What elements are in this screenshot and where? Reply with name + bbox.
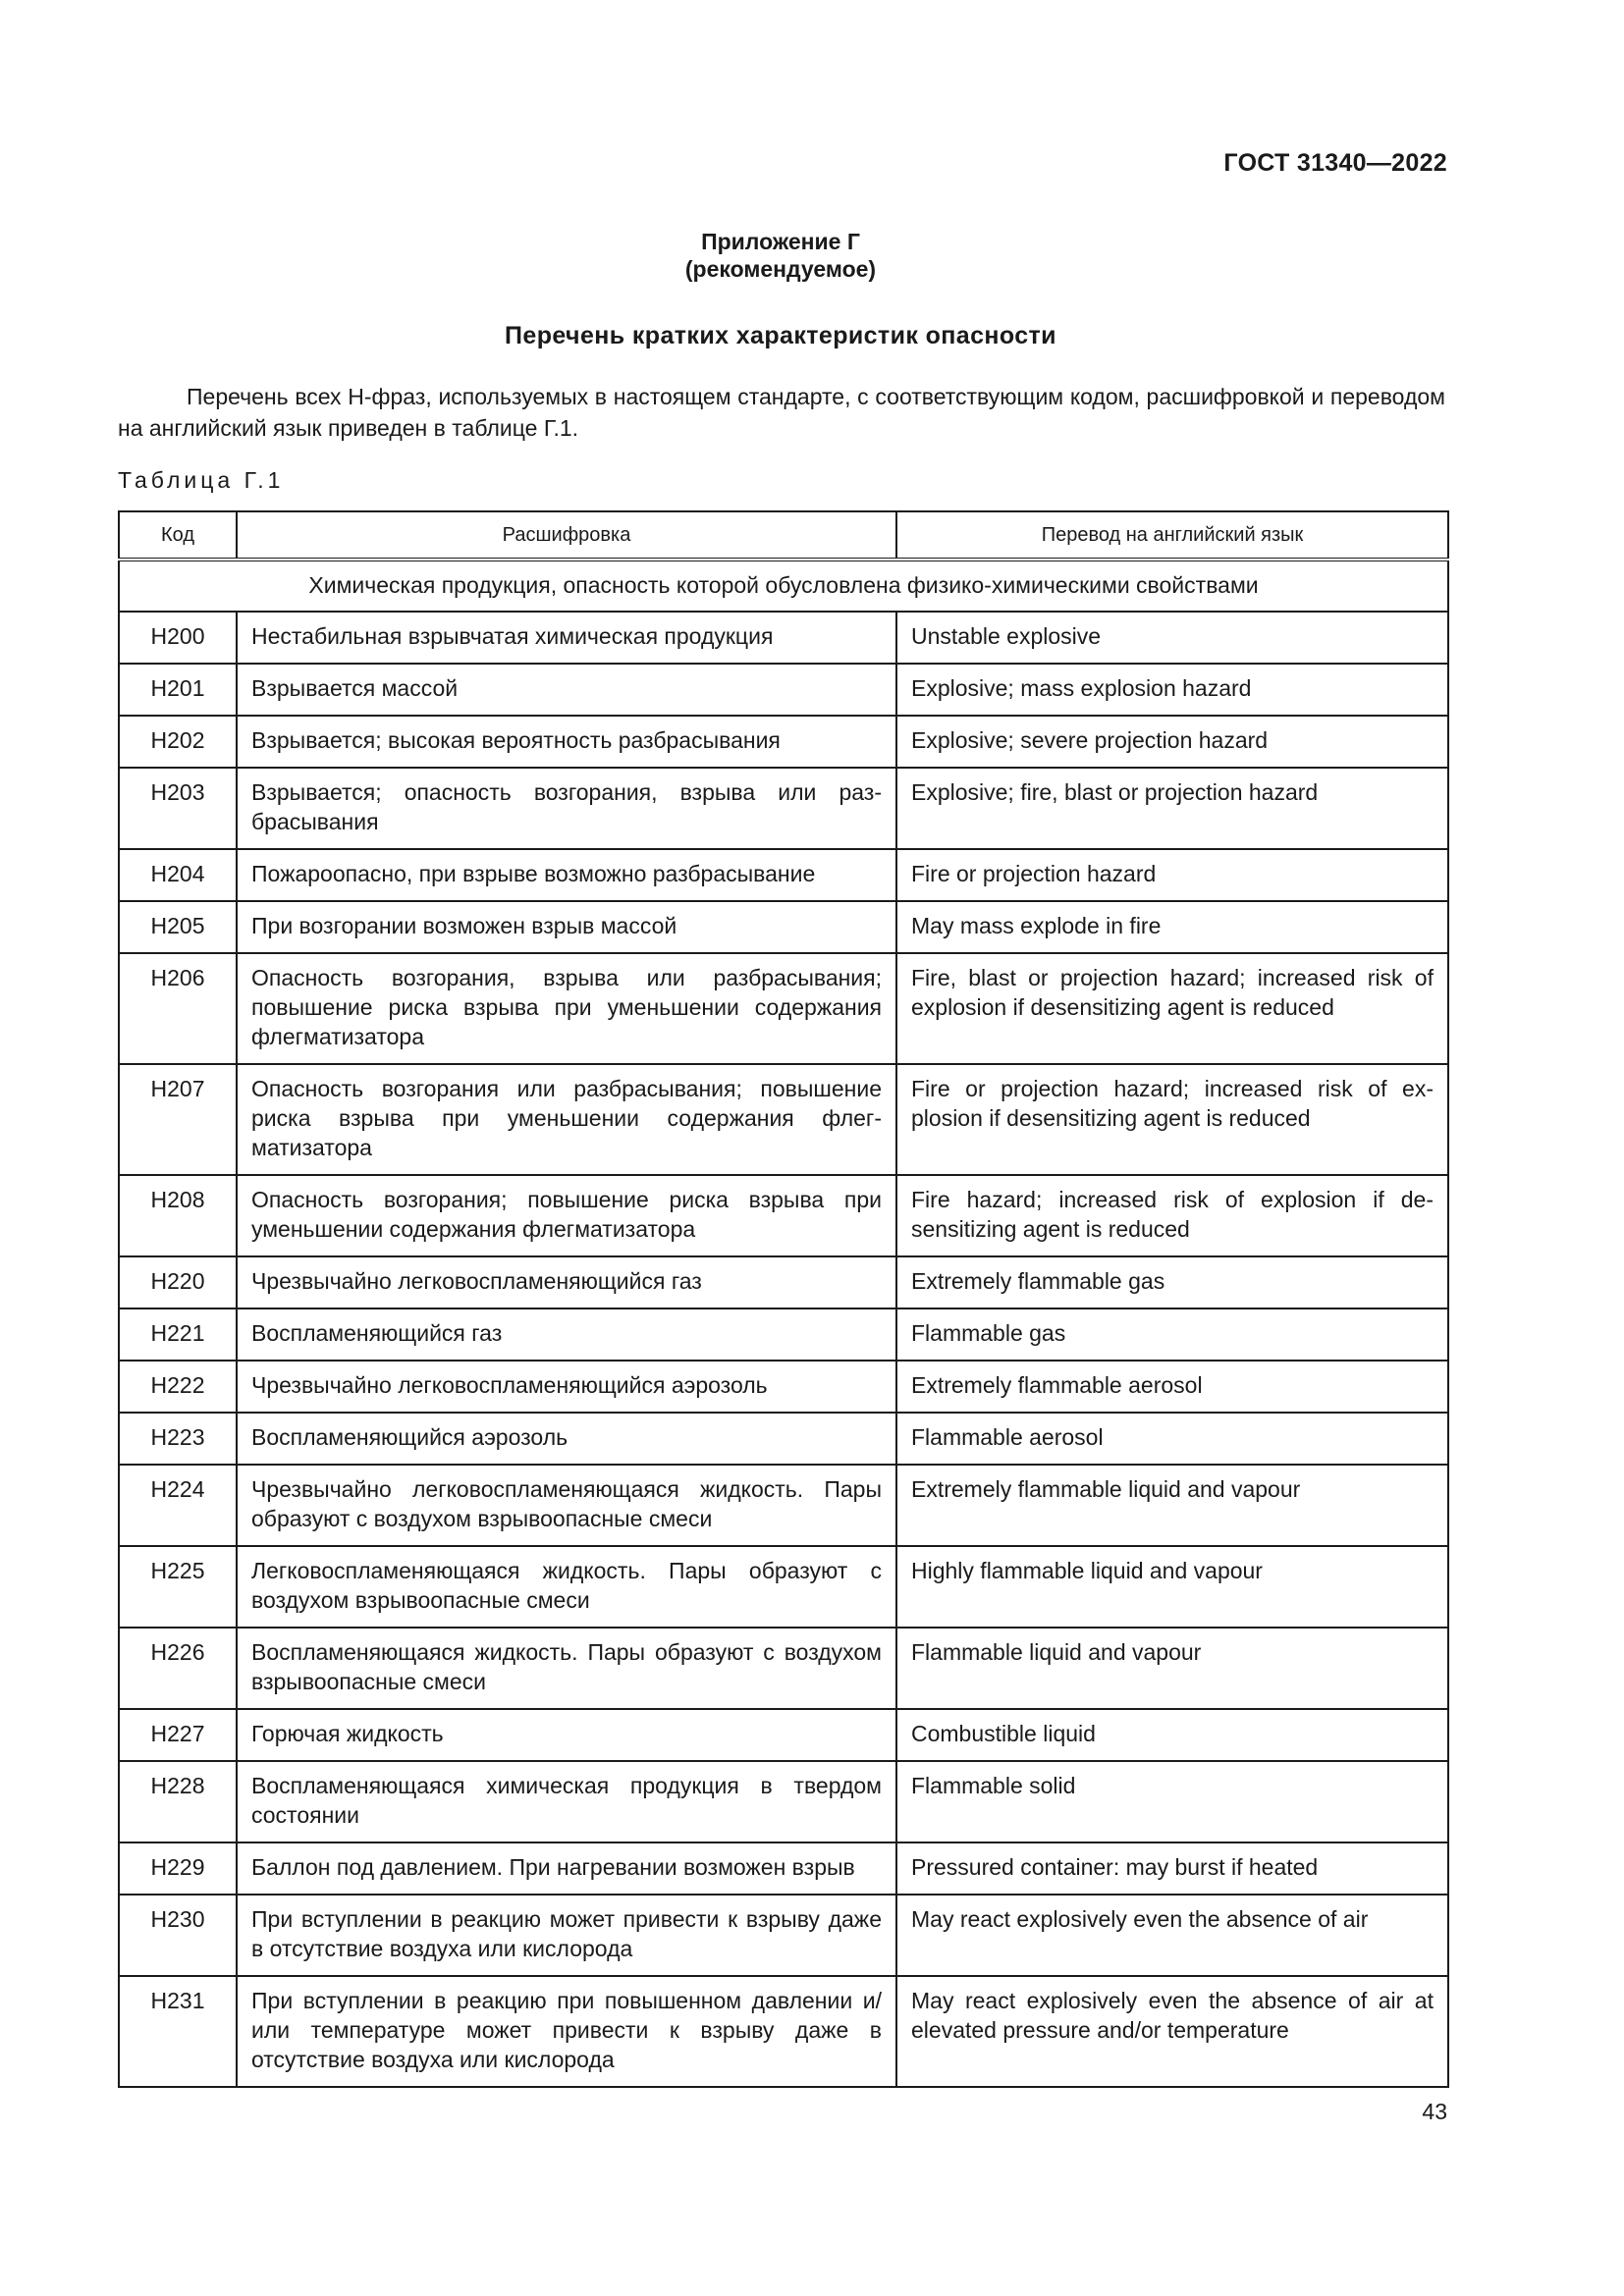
english-translation-cell: Pressured container: may burst if heated	[896, 1842, 1448, 1895]
hazard-code-cell: Н203	[119, 768, 237, 849]
table-row	[119, 1628, 1448, 1709]
table-row	[119, 664, 1448, 716]
russian-description-cell: Чрезвычайно легковоспламеняющийся газ	[237, 1256, 896, 1308]
hazard-code-cell: Н206	[119, 953, 237, 1064]
russian-description-cell: Легковоспламеняющаяся жидкость. Пары образуют с воздухом взрывоопасные смеси	[237, 1546, 896, 1628]
hazard-code-cell: Н228	[119, 1761, 237, 1842]
english-translation-cell: Flammable gas	[896, 1308, 1448, 1361]
english-translation-cell: May react explosively even the absence of air at elevated pressure and/or temperature	[896, 1976, 1448, 2087]
hazard-code-cell: Н204	[119, 849, 237, 901]
russian-description-cell: Взрывается массой	[237, 664, 896, 716]
column-header-translation: Перевод на английский язык	[896, 511, 1448, 560]
hazard-code-cell: Н223	[119, 1413, 237, 1465]
english-translation-cell: May mass explode in fire	[896, 901, 1448, 953]
table-row	[119, 1895, 1448, 1976]
table-row	[119, 1761, 1448, 1842]
table-row	[119, 1361, 1448, 1413]
russian-description-cell: Воспламеняющийся газ	[237, 1308, 896, 1361]
table-caption: Таблица Г.1	[118, 467, 285, 493]
table-row	[119, 716, 1448, 768]
table-section-row	[119, 560, 1448, 612]
table-row	[119, 849, 1448, 901]
russian-description-cell: Баллон под давлением. При нагревании возможен взрыв	[237, 1842, 896, 1895]
hazard-code-cell: Н200	[119, 612, 237, 664]
russian-description-cell: При вступлении в реакцию при повышенном давлении и/или температуре может привести к взрыву даже в отсутствие воздуха или кислорода	[237, 1976, 896, 2087]
document-code: ГОСТ 31340—2022	[1223, 149, 1447, 177]
hazard-code-cell: Н227	[119, 1709, 237, 1761]
hazard-code-cell: Н226	[119, 1628, 237, 1709]
english-translation-cell: Extremely flammable aerosol	[896, 1361, 1448, 1413]
english-translation-cell: Unstable explosive	[896, 612, 1448, 664]
english-translation-cell: Extremely flammable liquid and vapour	[896, 1465, 1448, 1546]
table-row	[119, 1308, 1448, 1361]
russian-description-cell: Опасность возгорания, взрыва или разбрасывания; повышение риска взрыва при уменьшении содержания флегматизатора	[237, 953, 896, 1064]
russian-description-cell: Взрывается; высокая вероятность разбрасывания	[237, 716, 896, 768]
hazard-code-cell: Н230	[119, 1895, 237, 1976]
hazard-statements-table	[118, 510, 1449, 2088]
russian-description-cell: Опасность возгорания; повышение риска взрыва при уменьшении содержания флегматизатора	[237, 1175, 896, 1256]
russian-description-cell: Воспламеняющаяся химическая продукция в твердом состоянии	[237, 1761, 896, 1842]
russian-description-cell: Воспламеняющаяся жидкость. Пары образуют с воздухом взрывоопасные смеси	[237, 1628, 896, 1709]
section-row-label: Химическая продукция, опасность которой обусловлена физико-химическими свойствами	[119, 560, 1448, 612]
table-row	[119, 1413, 1448, 1465]
hazard-code-cell: Н220	[119, 1256, 237, 1308]
table-row	[119, 1709, 1448, 1761]
appendix-subtitle: (рекомендуемое)	[684, 256, 877, 282]
russian-description-cell: Воспламеняющийся аэрозоль	[237, 1413, 896, 1465]
table-row	[119, 1175, 1448, 1256]
english-translation-cell: Flammable aerosol	[896, 1413, 1448, 1465]
russian-description-cell: Пожароопасно, при взрыве возможно разбрасывание	[237, 849, 896, 901]
english-translation-cell: Extremely flammable gas	[896, 1256, 1448, 1308]
table-row	[119, 953, 1448, 1064]
table-header-row	[119, 511, 1448, 560]
page-number: 43	[1422, 2099, 1447, 2124]
english-translation-cell: Fire hazard; increased risk of explosion if desensitizing agent is reduced	[896, 1175, 1448, 1256]
hazard-code-cell: Н202	[119, 716, 237, 768]
english-translation-cell: Fire or projection hazard; increased risk of explosion if desensitizing agent is reduced	[896, 1064, 1448, 1175]
table-body	[119, 560, 1448, 2087]
table-row	[119, 768, 1448, 849]
hazard-code-cell: Н221	[119, 1308, 237, 1361]
intro-paragraph: Перечень всех Н-фраз, используемых в настоящем стандарте, с соответствующим кодом, расшифровкой и переводом на английский язык приведен в таблице Г.1.	[118, 384, 1445, 441]
english-translation-cell: Explosive; fire, blast or projection hazard	[896, 768, 1448, 849]
table-row	[119, 1256, 1448, 1308]
english-translation-cell: Highly flammable liquid and vapour	[896, 1546, 1448, 1628]
english-translation-cell: Explosive; severe projection hazard	[896, 716, 1448, 768]
english-translation-cell: Combustible liquid	[896, 1709, 1448, 1761]
russian-description-cell: Нестабильная взрывчатая химическая продукция	[237, 612, 896, 664]
hazard-code-cell: Н222	[119, 1361, 237, 1413]
column-header-description: Расшифровка	[237, 511, 896, 560]
russian-description-cell: Горючая жидкость	[237, 1709, 896, 1761]
table-row	[119, 1546, 1448, 1628]
english-translation-cell: Explosive; mass explosion hazard	[896, 664, 1448, 716]
hazard-code-cell: Н231	[119, 1976, 237, 2087]
hazard-code-cell: Н229	[119, 1842, 237, 1895]
english-translation-cell: Fire or projection hazard	[896, 849, 1448, 901]
hazard-code-cell: Н225	[119, 1546, 237, 1628]
hazard-code-cell: Н201	[119, 664, 237, 716]
appendix-heading	[0, 228, 1561, 283]
english-translation-cell: Flammable solid	[896, 1761, 1448, 1842]
table-row	[119, 1976, 1448, 2087]
section-title: Перечень кратких характеристик опасности	[505, 322, 1056, 349]
russian-description-cell: Взрывается; опасность возгорания, взрыва или разбрасывания	[237, 768, 896, 849]
hazard-code-cell: Н205	[119, 901, 237, 953]
english-translation-cell: May react explosively even the absence of air	[896, 1895, 1448, 1976]
russian-description-cell: При вступлении в реакцию может привести к взрыву даже в отсутствие воздуха или кислорода	[237, 1895, 896, 1976]
english-translation-cell: Flammable liquid and vapour	[896, 1628, 1448, 1709]
table-row	[119, 1064, 1448, 1175]
table-row	[119, 1465, 1448, 1546]
hazard-code-cell: Н224	[119, 1465, 237, 1546]
table-row	[119, 901, 1448, 953]
table-row	[119, 1842, 1448, 1895]
appendix-title: Приложение Г	[701, 229, 860, 254]
russian-description-cell: Опасность возгорания или разбрасывания; повышение риска взрыва при уменьшении содержания флегматизатора	[237, 1064, 896, 1175]
russian-description-cell: Чрезвычайно легковоспламеняющаяся жидкость. Пары образуют с воздухом взрывоопасные смеси	[237, 1465, 896, 1546]
hazard-code-cell: Н208	[119, 1175, 237, 1256]
hazard-code-cell: Н207	[119, 1064, 237, 1175]
english-translation-cell: Fire, blast or projection hazard; increased risk of explosion if desensitizing agent is reduced	[896, 953, 1448, 1064]
table-row	[119, 612, 1448, 664]
russian-description-cell: При возгорании возможен взрыв массой	[237, 901, 896, 953]
column-header-code: Код	[119, 511, 237, 560]
russian-description-cell: Чрезвычайно легковоспламеняющийся аэрозоль	[237, 1361, 896, 1413]
